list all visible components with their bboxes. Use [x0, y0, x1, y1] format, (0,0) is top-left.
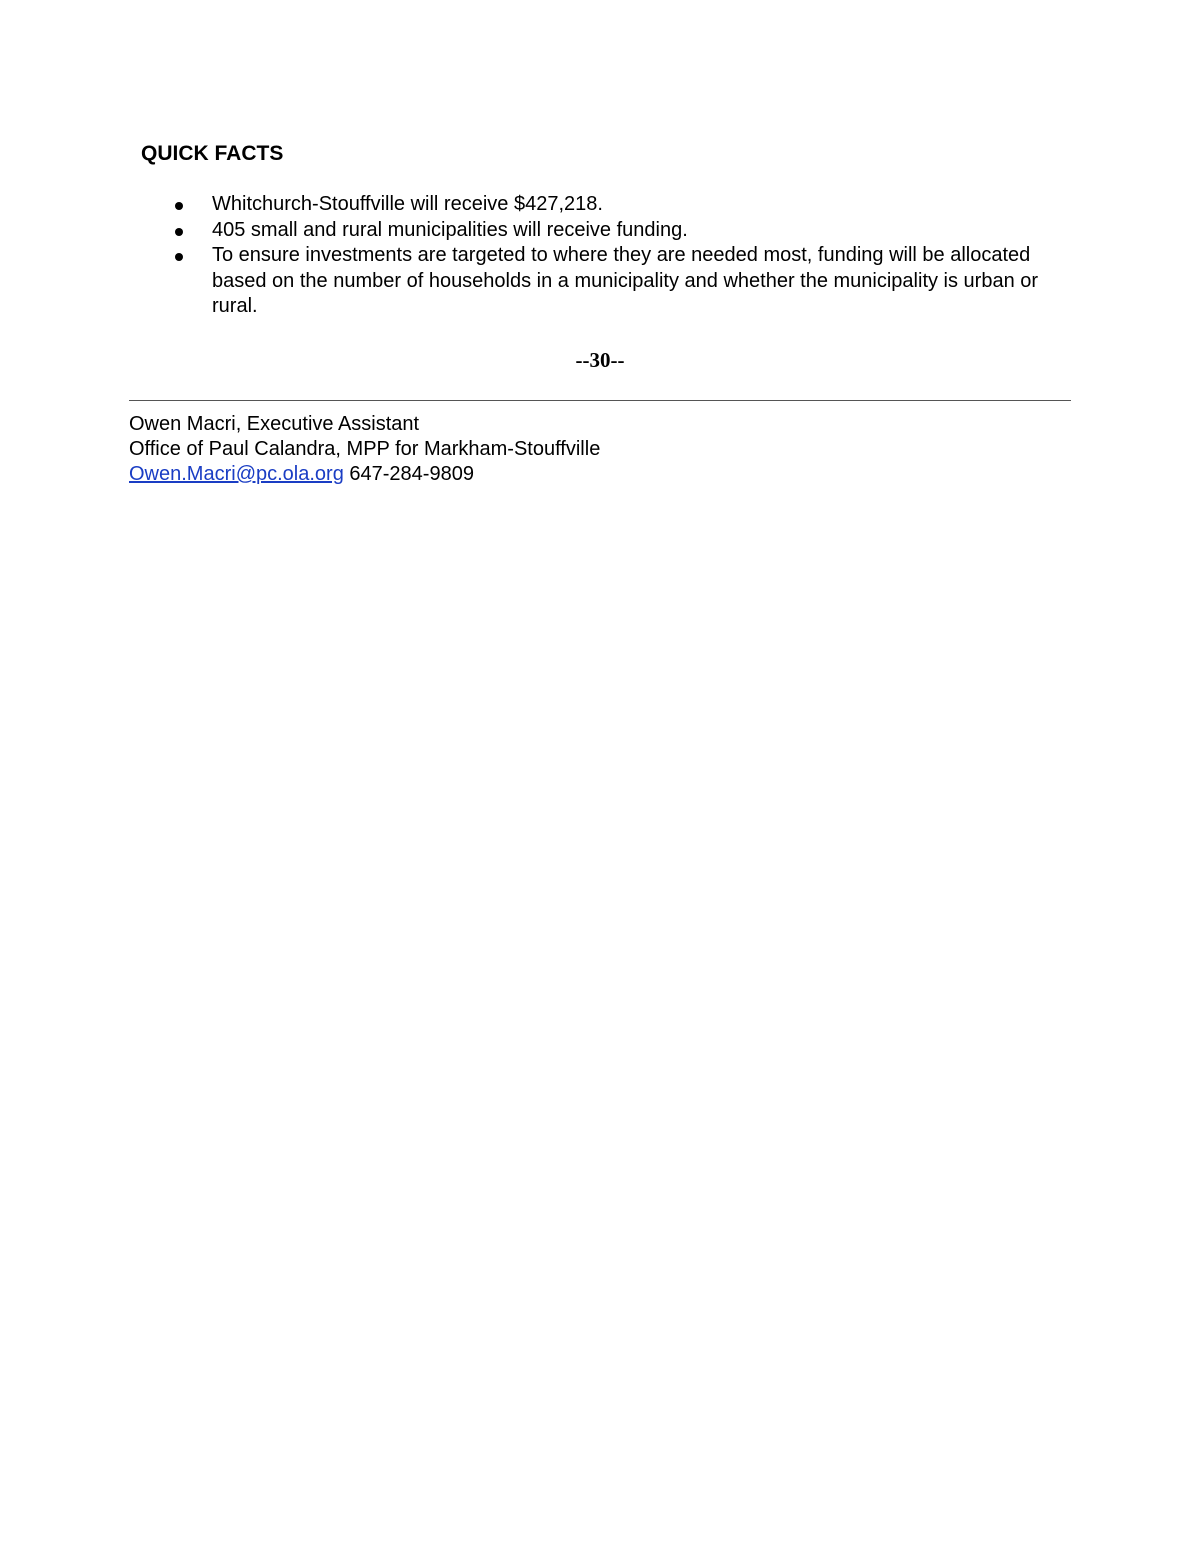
contact-name-title: Owen Macri, Executive Assistant: [129, 413, 420, 435]
quick-facts-heading: QUICK FACTS: [141, 142, 284, 165]
fact-text: Whitchurch-Stouffville will receive $427,218.: [212, 193, 603, 215]
contact-email-phone-line: [129, 462, 600, 487]
bullet-icon: [175, 253, 183, 261]
fact-text: 405 small and rural municipalities will receive funding.: [212, 218, 688, 241]
email-link[interactable]: Owen.Macri@pc.ola.org: [129, 463, 344, 485]
list-item: [141, 192, 1041, 218]
quick-facts-list: [141, 192, 1041, 320]
divider: [129, 400, 1071, 401]
contact-office: Office of Paul Calandra, MPP for Markham-Stouffville: [129, 438, 601, 460]
contact-block: [129, 412, 600, 487]
list-item: [141, 218, 1041, 244]
fact-text: To ensure investments are targeted to where they are needed most, funding will be allocated based on the number of households in a municipality and whether the municipality is urban or rural.: [212, 244, 1039, 317]
bullet-icon: [175, 202, 183, 210]
list-item: [141, 243, 1041, 320]
end-mark: --30--: [575, 348, 625, 372]
contact-phone: 647-284-9809: [343, 463, 474, 485]
bullet-icon: [175, 228, 183, 236]
